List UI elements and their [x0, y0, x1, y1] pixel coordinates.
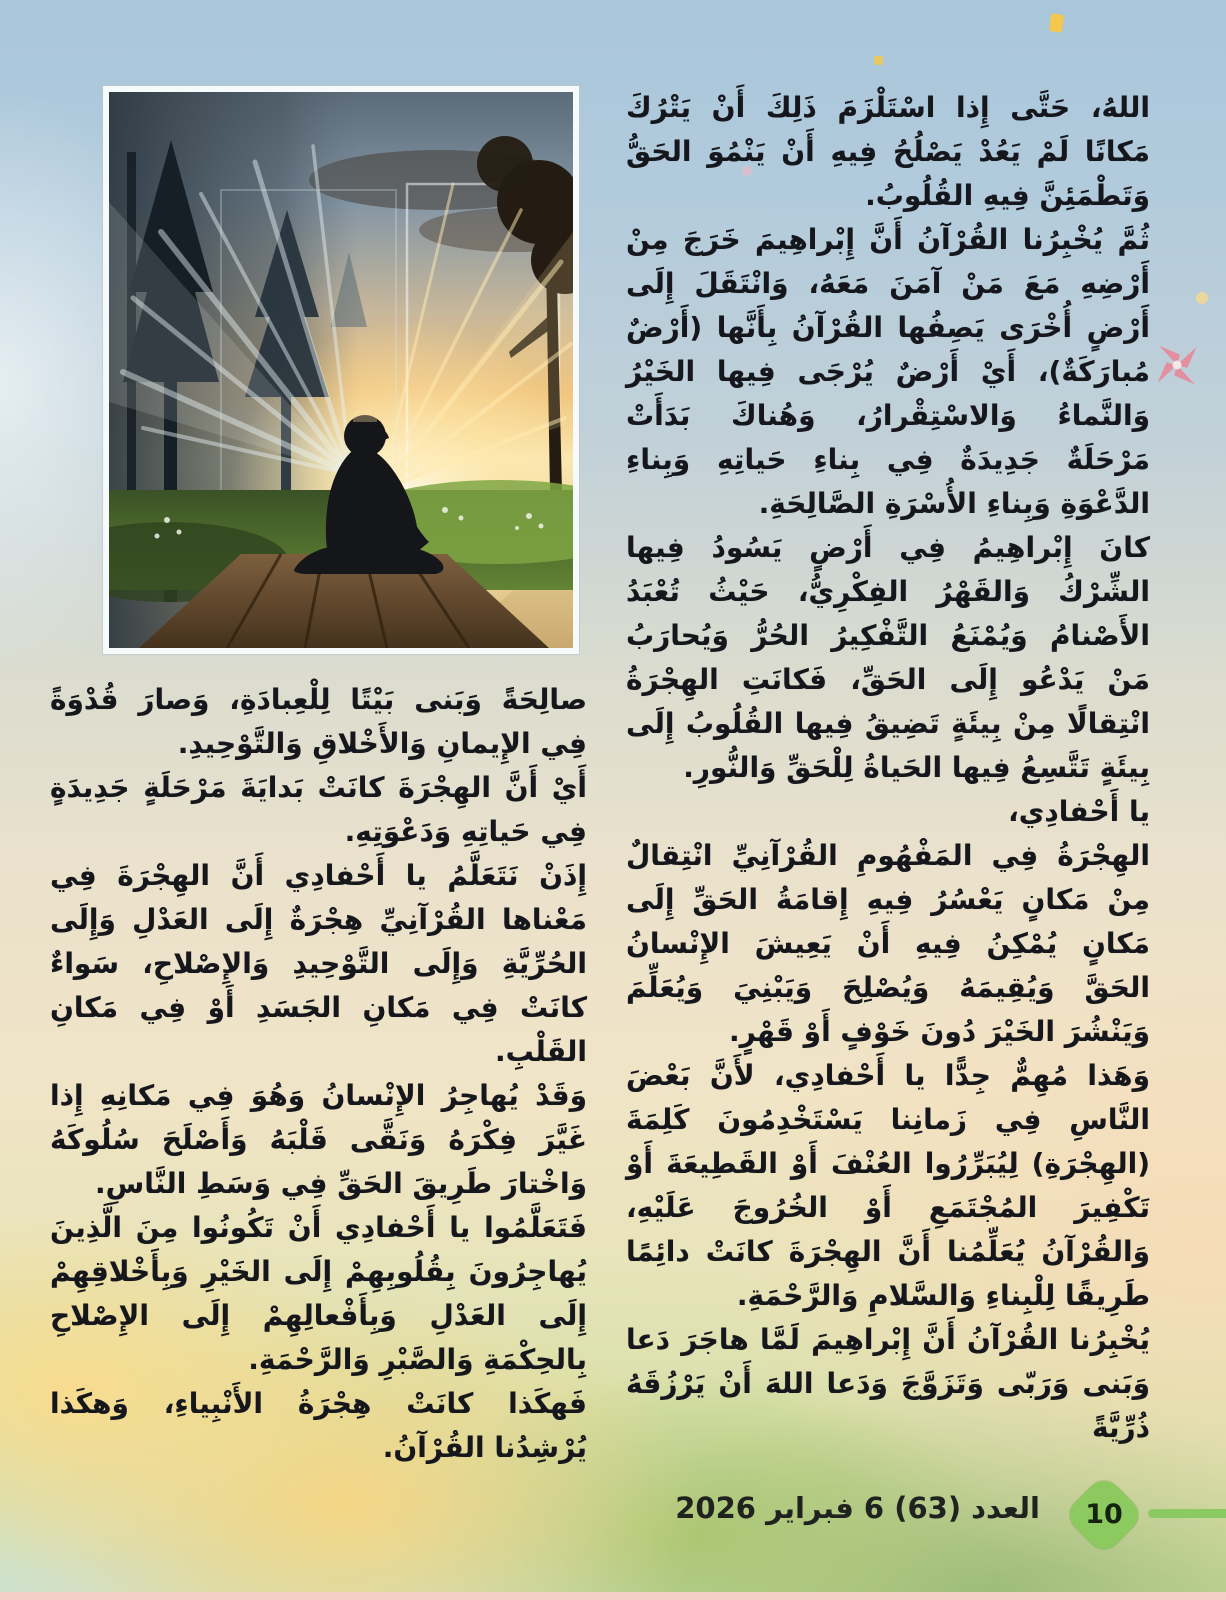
paragraph: صالِحَةً وَبَنى بَيْتًا لِلْعِبادَةِ، وَصارَ قُدْوَةً فِي الإِيمانِ وَالأَخْلاقِ وَالتَّوْحِيدِ.	[50, 683, 587, 760]
paragraph: وَهَذا مُهِمٌّ جِدًّا يا أَحْفادِي، لأَنَّ بَعْضَ النَّاسِ فِي زَمانِنا يَسْتَخْدِمُونَ كَلِمَةَ (الهِجْرَةِ) لِيُبَرِّرُوا العُنْفَ أَوْ القَطِيعَةَ أَوْ تَكْفِيرَ المُجْتَمَعِ أَوْ الخُرُوجَ عَلَيْهِ، وَالقُرْآنُ يُعَلِّمُنا أَنَّ الهِجْرَةَ كانَتْ دائِمًا طَرِيقًا لِلْبِناءِ وَالسَّلامِ وَالرَّحْمَةِ.	[626, 1059, 1150, 1312]
footer-accent-rule	[1148, 1509, 1226, 1518]
article-photo	[103, 86, 579, 654]
yellow-speck-decoration	[1196, 292, 1208, 304]
yellow-speck-decoration	[874, 56, 883, 65]
paragraph: يُخْبِرُنا القُرْآنُ أَنَّ إِبْراهِيمَ لَمَّا هاجَرَ دَعا وَبَنى وَرَبّى وَتَزَوَّجَ وَدَعا اللهَ أَنْ يَرْزُقَهُ ذُرِّيَّةً	[626, 1323, 1150, 1444]
paragraph: اللهُ، حَتَّى إِذا اسْتَلْزَمَ ذَلِكَ أَنْ يَتْرُكَ مَكانًا لَمْ يَعُدْ يَصْلُحُ فِيهِ أَنْ يَنْمُوَ الحَقُّ وَتَطْمَئِنَّ فِيهِ القُلُوبُ.	[626, 91, 1150, 212]
paragraph: إِذَنْ نَتَعَلَّمُ يا أَحْفادِي أَنَّ الهِجْرَةَ فِي مَعْناها القُرْآنِيِّ هِجْرَةٌ إِلَى العَدْلِ وَإِلَى الحُرِّيَّةِ وَإِلَى التَّوْحِيدِ وَالإِصْلاحِ، سَواءٌ كانَتْ فِي مَكانِ الجَسَدِ أَوْ فِي مَكانِ القَلْبِ.	[50, 859, 587, 1068]
paragraph: فَهكَذا كانَتْ هِجْرَةُ الأَنْبِياءِ، وَهكَذا يُرْشِدُنا القُرْآنُ.	[50, 1387, 587, 1464]
paragraph: ثُمَّ يُخْبِرُنا القُرْآنُ أَنَّ إِبْراهِيمَ خَرَجَ مِنْ أَرْضِهِ مَعَ مَنْ آمَنَ مَعَهُ، وَانْتَقَلَ إِلَى أَرْضٍ أُخْرَى يَصِفُها القُرْآنُ بِأَنَّها (أَرْضٌ مُبارَكَةٌ)، أَيْ أَرْضٌ يُرْجَى فِيها الخَيْرُ وَالنَّماءُ وَالاسْتِقْرارُ، وَهُناكَ بَدَأَتْ مَرْحَلَةٌ جَدِيدَةٌ فِي بِناءِ حَياتِهِ وَبِناءِ الدَّعْوَةِ وَبِناءِ الأُسْرَةِ الصَّالِحَةِ.	[626, 223, 1150, 520]
paragraph: فَتَعَلَّمُوا يا أَحْفادِي أَنْ تَكُونُوا مِنَ الَّذِينَ يُهاجِرُونَ بِقُلُوبِهِمْ إِلَى الخَيْرِ وَبِأَخْلاقِهِمْ إِلَى العَدْلِ وَبِأَفْعالِهِمْ إِلَى الإِصْلاحِ بِالحِكْمَةِ وَالصَّبْرِ وَالرَّحْمَةِ.	[50, 1211, 587, 1376]
yellow-speck-decoration	[1049, 13, 1064, 33]
paragraph: كانَ إِبْراهِيمُ فِي أَرْضٍ يَسُودُ فِيها الشِّرْكُ وَالقَهْرُ الفِكْرِيُّ، حَيْثُ تُعْبَدُ الأَصْنامُ وَيُمْنَعُ التَّفْكِيرُ الحُرُّ وَيُحارَبُ مَنْ يَدْعُو إِلَى الحَقِّ، فَكانَتِ الهِجْرَةُ انْتِقالًا مِنْ بِيئَةٍ تَضِيقُ فِيها القُلُوبُ إِلَى بِيئَةٍ تَتَّسِعُ فِيها الحَياةُ لِلْحَقِّ وَالنُّورِ.	[626, 531, 1150, 784]
bottom-edge-strip	[0, 1592, 1226, 1600]
paragraph: أَيْ أَنَّ الهِجْرَةَ كانَتْ بَدايَةَ مَرْحَلَةٍ جَدِيدَةٍ فِي حَياتِهِ وَدَعْوَتِهِ.	[50, 771, 587, 848]
meditation-forest-sunrise-illustration	[109, 92, 573, 648]
article-left-column	[50, 678, 587, 1470]
paragraph: وَقَدْ يُهاجِرُ الإِنْسانُ وَهُوَ فِي مَكانِهِ إِذا غَيَّرَ فِكْرَهُ وَنَقَّى قَلْبَهُ وَأَصْلَحَ سُلُوكَهُ وَاخْتارَ طَرِيقَ الحَقِّ فِي وَسَطِ النَّاسِ.	[50, 1079, 587, 1200]
paragraph: يا أَحْفادِي،	[1008, 795, 1150, 828]
page-number: 10	[1085, 1499, 1123, 1530]
article-right-column	[626, 86, 1150, 1450]
issue-info: العدد (63) 6 فبراير 2026	[675, 1491, 1040, 1525]
paragraph: الهِجْرَةُ فِي المَفْهُومِ القُرْآنِيِّ انْتِقالٌ مِنْ مَكانٍ يَعْسُرُ فِيهِ إِقامَةُ الحَقِّ إِلَى مَكانٍ يُمْكِنُ فِيهِ أَنْ يَعِيشَ الإِنْسانُ الحَقَّ وَيُقِيمَهُ وَيُصْلِحَ وَيَبْنِيَ وَيُعَلِّمَ وَيَنْشُرَ الخَيْرَ دُونَ خَوْفٍ أَوْ قَهْرٍ.	[626, 839, 1150, 1048]
page-number-badge	[1063, 1474, 1145, 1556]
pink-pinwheel-star-icon	[1146, 334, 1208, 396]
